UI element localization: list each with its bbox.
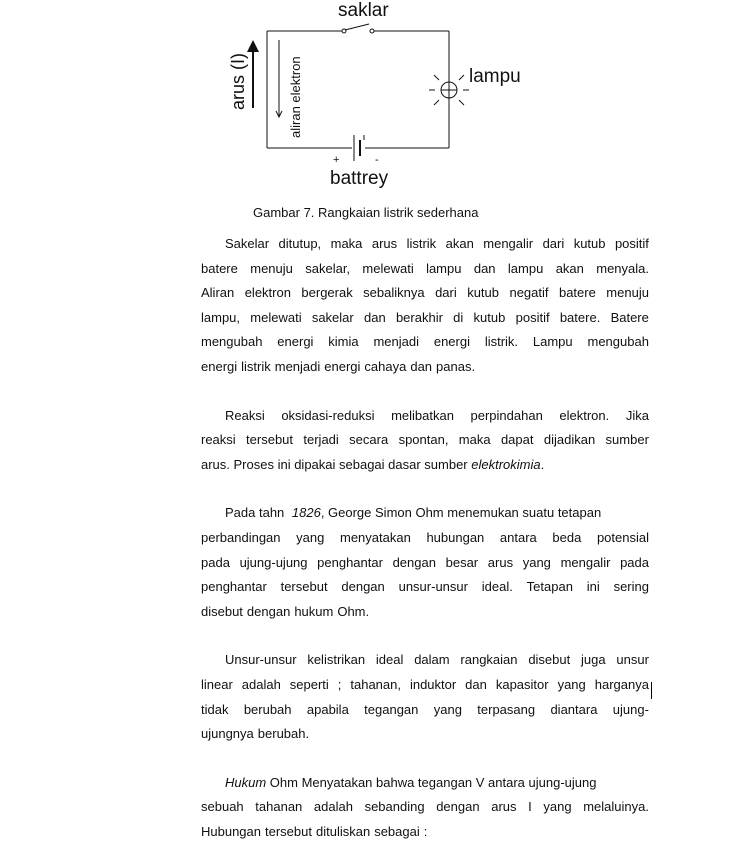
text-line: [201, 771, 649, 796]
current-label: arus (I): [228, 52, 248, 110]
word: oksidasi-reduksi: [281, 407, 375, 423]
word: ujungnya: [201, 726, 254, 742]
word: yang: [433, 701, 462, 717]
word: Ohm.: [337, 603, 370, 619]
switch-symbol: [342, 24, 374, 33]
word: energi: [277, 334, 314, 350]
word: beda: [552, 529, 582, 545]
word: sebuah: [201, 799, 244, 815]
word: dalam: [414, 652, 450, 668]
word: pada: [620, 554, 649, 570]
document-body: [201, 232, 649, 868]
word: dituliskan: [315, 823, 371, 839]
word: penghantar: [201, 579, 267, 595]
word: dari: [542, 236, 565, 251]
word: berubah.: [257, 726, 310, 742]
paragraph-5: [201, 771, 649, 845]
word: perpindahan: [470, 407, 543, 423]
word: batere.: [559, 309, 601, 325]
word: unsur: [616, 652, 649, 668]
word: melibatkan: [391, 407, 454, 423]
battery-plus-sign: +: [333, 154, 340, 166]
word: ujung-: [612, 701, 649, 717]
word: lampu,: [201, 309, 241, 325]
word: seperti: [289, 676, 329, 692]
battery-symbol: [354, 135, 364, 161]
text-line: [201, 648, 649, 673]
text-line: [201, 551, 649, 576]
word: mengubah: [201, 334, 263, 350]
word: dijadikan: [543, 432, 596, 448]
lamp-label: lampu: [469, 66, 521, 87]
word: :: [423, 823, 428, 839]
word: sering: [613, 579, 649, 595]
text-line: [201, 330, 649, 355]
paragraph-3: [201, 501, 649, 624]
switch-label: saklar: [338, 0, 389, 21]
word: batere: [558, 285, 596, 301]
text-line: [201, 257, 649, 282]
text-line: [201, 820, 649, 845]
word: apabila: [306, 701, 349, 717]
word: yang: [296, 529, 325, 545]
word: mengalir: [560, 554, 611, 570]
word: Sakelar: [225, 236, 270, 251]
text-line: [201, 281, 649, 306]
word: energi: [433, 334, 470, 350]
word: terjadi: [303, 432, 339, 448]
word: dengan: [436, 799, 480, 815]
word: Hubungan: [201, 823, 261, 839]
word: dan: [364, 309, 386, 325]
word: kutub: [467, 285, 500, 301]
word: tahanan: [255, 799, 303, 815]
word: ideal: [375, 652, 404, 668]
word: di: [453, 309, 464, 325]
word: akan: [445, 236, 474, 251]
word: melewati: [250, 309, 302, 325]
text-line-prefix: [225, 501, 605, 526]
word: I: [528, 799, 532, 815]
word: menyatakan: [339, 529, 411, 545]
word: maka: [330, 236, 363, 251]
word: Unsur-unsur: [225, 652, 297, 668]
word: maka: [458, 432, 491, 448]
word: ;: [337, 676, 342, 692]
word: spontan,: [398, 432, 449, 448]
word: melewati: [362, 260, 414, 276]
word: Lampu: [532, 334, 573, 350]
word: listrik: [241, 358, 271, 374]
word: juga: [581, 652, 606, 668]
word: menuju: [606, 285, 649, 301]
word: disebut: [528, 652, 571, 668]
text-line: [201, 526, 649, 551]
word: arus: [371, 236, 398, 251]
electron-flow-label: aliran elektron: [288, 56, 303, 138]
suffix-text: Ohm Menyatakan bahwa tegangan V antara ujung-ujung: [266, 774, 597, 790]
electron-flow-arrow: [276, 40, 282, 117]
word: dari: [435, 285, 457, 301]
word: yang: [522, 554, 551, 570]
word: secara: [349, 432, 389, 448]
italic-term: Hukum: [225, 774, 267, 790]
word: hukum: [294, 603, 334, 619]
word: menjadi: [373, 334, 419, 350]
word: kutub: [473, 309, 506, 325]
word: menyala.: [596, 260, 649, 276]
word: tersebut: [265, 823, 312, 839]
text-line: [201, 404, 649, 429]
text-line: [201, 575, 649, 600]
word: linear: [201, 676, 233, 692]
word: dengan: [392, 554, 436, 570]
word: adalah: [313, 799, 353, 815]
word: ujung-ujung: [239, 554, 308, 570]
word: hubungan: [426, 529, 485, 545]
word: ditutup,: [278, 236, 322, 251]
word: listrik: [406, 236, 437, 251]
word: dengan: [246, 603, 291, 619]
italic-term: elektrokimia: [471, 456, 541, 472]
word: sebagai: [374, 823, 420, 839]
text-line: [201, 306, 649, 331]
word: induktor: [409, 676, 457, 692]
word: dapat: [500, 432, 534, 448]
text-line: [201, 673, 649, 698]
word: unsur-unsur: [398, 579, 468, 595]
word: penghantar: [317, 554, 383, 570]
word: negatif: [509, 285, 549, 301]
text-line: [201, 355, 649, 380]
text-line: [201, 600, 649, 625]
word: rangkaian: [460, 652, 518, 668]
word: perbandingan: [201, 529, 281, 545]
word: sebanding: [364, 799, 425, 815]
word: reaksi: [201, 432, 236, 448]
prefix-text: Pada tahn: [225, 505, 288, 521]
word: lampu: [426, 260, 462, 276]
word: arus: [487, 554, 514, 570]
figure-caption: Gambar 7. Rangkaian listrik sederhana: [253, 205, 479, 220]
word: positif: [515, 309, 550, 325]
word: dan: [473, 260, 496, 276]
word: dan: [410, 358, 433, 374]
word: energi: [324, 358, 361, 374]
paragraph-2: [201, 404, 649, 478]
word: kutub: [573, 236, 606, 251]
word: elektron: [244, 285, 291, 301]
text-line: [201, 795, 649, 820]
word: yang: [557, 676, 586, 692]
word: cahaya: [364, 358, 407, 374]
word: menjadi: [274, 358, 321, 374]
word: Jika: [625, 407, 649, 423]
text-line-suffix: .: [540, 456, 545, 472]
text-line-prefix: arus. Proses ini dipakai sebagai dasar sumber: [201, 456, 472, 472]
word: dan: [465, 676, 487, 692]
word: sumber: [605, 432, 649, 448]
word: mengalir: [483, 236, 534, 251]
battery-minus-sign: -: [375, 154, 379, 166]
word: tidak: [201, 701, 229, 717]
word: yang: [543, 799, 572, 815]
word: Tetapan: [526, 579, 573, 595]
current-arrow: [247, 40, 259, 108]
text-line-content: [225, 771, 596, 796]
word: potensial: [596, 529, 649, 545]
word: energi: [201, 358, 238, 374]
word: lampu: [507, 260, 544, 276]
italic-year: 1826: [291, 505, 321, 521]
word: listrik.: [484, 334, 519, 350]
text-line: [201, 698, 649, 723]
battery-label: battrey: [330, 168, 389, 189]
text-line: [201, 453, 649, 478]
word: melaluinya.: [583, 799, 649, 815]
suffix-text: , George Simon Ohm menemukan suatu tetapan: [320, 505, 602, 521]
text-line: [201, 428, 649, 453]
word: positif: [614, 236, 649, 251]
word: tegangan: [364, 701, 419, 717]
circuit-diagram: [0, 0, 742, 200]
word: elektron.: [559, 407, 610, 423]
word: disebut: [201, 603, 243, 619]
paragraph-1: [201, 232, 649, 380]
text-line: [201, 232, 649, 257]
text-line: [201, 501, 649, 526]
word: adalah: [241, 676, 281, 692]
word: Batere: [610, 309, 649, 325]
word: antara: [499, 529, 537, 545]
word: besar: [445, 554, 479, 570]
word: kapasitor: [495, 676, 549, 692]
word: sebaliknya: [363, 285, 425, 301]
word: arus: [491, 799, 517, 815]
word: dengan: [341, 579, 385, 595]
word: ideal.: [481, 579, 513, 595]
word: kimia: [328, 334, 359, 350]
word: menuju: [250, 260, 293, 276]
paragraph-4: [201, 648, 649, 746]
word: sakelar,: [305, 260, 351, 276]
word: Reaksi: [225, 407, 265, 423]
word: tahanan,: [350, 676, 401, 692]
word: tersebut: [246, 432, 294, 448]
word: diantara: [550, 701, 598, 717]
word: panas.: [436, 358, 476, 374]
word: pada: [201, 554, 230, 570]
word: mengubah: [587, 334, 649, 350]
word: berubah: [243, 701, 292, 717]
word: akan: [555, 260, 584, 276]
word: terpasang: [477, 701, 536, 717]
word: tersebut: [280, 579, 328, 595]
text-line: [201, 722, 649, 747]
word: batere: [201, 260, 238, 276]
word: sakelar: [311, 309, 354, 325]
word: kelistrikan: [307, 652, 366, 668]
word: harganya: [594, 676, 649, 692]
word: bergerak: [301, 285, 353, 301]
word: berakhir: [395, 309, 443, 325]
word: ini: [586, 579, 600, 595]
text-cursor: [651, 682, 652, 699]
word: Aliran: [201, 285, 235, 301]
